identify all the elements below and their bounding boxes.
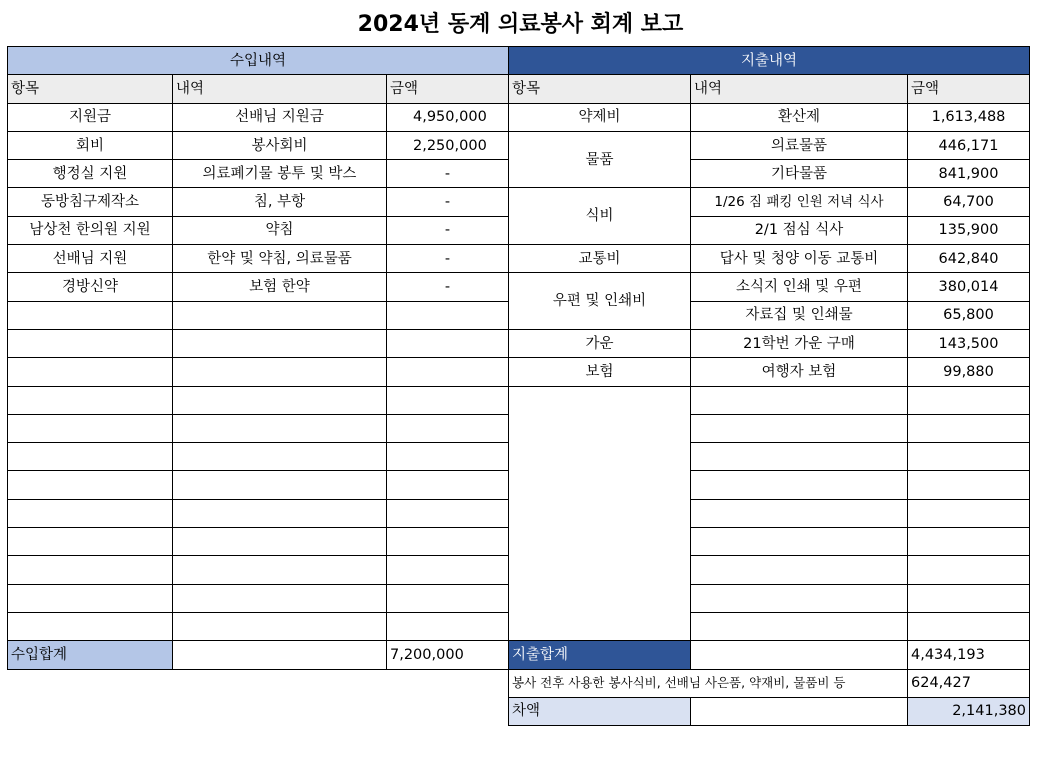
empty-cell <box>173 443 387 471</box>
expense-col-amount: 금액 <box>908 75 1030 103</box>
expense-item: 우편 및 인쇄비 <box>509 273 691 330</box>
report-title: 2024년 동계 의료봉사 회계 보고 <box>357 12 684 37</box>
empty-cell <box>387 528 509 556</box>
income-amount: - <box>387 188 509 216</box>
expense-note-label: 봉사 전후 사용한 봉사식비, 선배님 사은품, 약재비, 물품비 등 <box>509 669 908 697</box>
empty-cell <box>387 414 509 442</box>
expense-amount: 143,500 <box>908 329 1030 357</box>
empty-cell <box>908 584 1030 612</box>
income-amount: 2,250,000 <box>387 131 509 159</box>
empty-cell <box>173 641 387 669</box>
empty-cell <box>173 386 387 414</box>
empty-cell <box>8 471 173 499</box>
empty-cell <box>387 386 509 414</box>
income-item: 지원금 <box>8 103 173 131</box>
empty-cell <box>387 556 509 584</box>
empty-cell <box>908 443 1030 471</box>
empty-cell <box>173 301 387 329</box>
expense-total-label: 지출합계 <box>509 641 691 669</box>
income-col-detail: 내역 <box>173 75 387 103</box>
income-detail: 약침 <box>173 216 387 244</box>
expense-amount: 841,900 <box>908 160 1030 188</box>
expense-item: 가운 <box>509 329 691 357</box>
empty-cell <box>8 301 173 329</box>
income-detail: 의료폐기물 봉투 및 박스 <box>173 160 387 188</box>
empty-cell <box>908 386 1030 414</box>
empty-cell <box>387 499 509 527</box>
blank-area <box>8 669 509 697</box>
expense-amount: 1,613,488 <box>908 103 1030 131</box>
empty-cell <box>173 499 387 527</box>
expense-detail: 환산제 <box>691 103 908 131</box>
diff-amount: 2,141,380 <box>908 697 1030 725</box>
income-item: 남상천 한의원 지원 <box>8 216 173 244</box>
empty-cell <box>387 329 509 357</box>
empty-cell <box>908 499 1030 527</box>
expense-col-detail: 내역 <box>691 75 908 103</box>
expense-item: 교통비 <box>509 245 691 273</box>
expense-amount: 642,840 <box>908 245 1030 273</box>
expense-header: 지출내역 <box>509 47 1030 75</box>
income-amount: - <box>387 245 509 273</box>
diff-label: 차액 <box>509 697 691 725</box>
empty-cell <box>173 584 387 612</box>
expense-item: 보험 <box>509 358 691 386</box>
empty-cell <box>691 612 908 640</box>
empty-cell <box>908 414 1030 442</box>
expense-col-item: 항목 <box>509 75 691 103</box>
empty-cell <box>8 499 173 527</box>
empty-merged-cell <box>509 386 691 641</box>
empty-cell <box>691 528 908 556</box>
empty-cell <box>691 414 908 442</box>
income-detail: 봉사회비 <box>173 131 387 159</box>
empty-cell <box>908 612 1030 640</box>
empty-cell <box>387 584 509 612</box>
empty-cell <box>8 612 173 640</box>
empty-cell <box>387 471 509 499</box>
income-col-item: 항목 <box>8 75 173 103</box>
income-item: 동방침구제작소 <box>8 188 173 216</box>
empty-cell <box>8 414 173 442</box>
income-col-amount: 금액 <box>387 75 509 103</box>
empty-cell <box>908 528 1030 556</box>
income-total-label: 수입합계 <box>8 641 173 669</box>
expense-note-amount: 624,427 <box>908 669 1030 697</box>
empty-cell <box>8 556 173 584</box>
expense-detail: 1/26 짐 패킹 인원 저녁 식사 <box>691 188 908 216</box>
empty-cell <box>691 386 908 414</box>
income-amount: - <box>387 273 509 301</box>
income-item: 회비 <box>8 131 173 159</box>
empty-cell <box>8 584 173 612</box>
income-item: 경방신약 <box>8 273 173 301</box>
income-header: 수입내역 <box>8 47 509 75</box>
empty-cell <box>173 414 387 442</box>
empty-cell <box>173 528 387 556</box>
income-detail: 한약 및 약침, 의료물품 <box>173 245 387 273</box>
income-amount: - <box>387 160 509 188</box>
expense-item: 물품 <box>509 131 691 188</box>
income-total-amount: 7,200,000 <box>387 641 509 669</box>
expense-item: 약제비 <box>509 103 691 131</box>
empty-cell <box>908 471 1030 499</box>
empty-cell <box>691 471 908 499</box>
empty-cell <box>387 358 509 386</box>
empty-cell <box>691 641 908 669</box>
expense-amount: 64,700 <box>908 188 1030 216</box>
empty-cell <box>691 499 908 527</box>
expense-item: 식비 <box>509 188 691 245</box>
empty-cell <box>173 358 387 386</box>
expense-detail: 답사 및 청양 이동 교통비 <box>691 245 908 273</box>
empty-cell <box>173 329 387 357</box>
empty-cell <box>387 612 509 640</box>
income-amount: - <box>387 216 509 244</box>
expense-total-amount: 4,434,193 <box>908 641 1030 669</box>
empty-cell <box>908 556 1030 584</box>
empty-cell <box>691 697 908 725</box>
blank-area <box>8 697 509 725</box>
empty-cell <box>8 386 173 414</box>
income-amount: 4,950,000 <box>387 103 509 131</box>
expense-detail: 자료집 및 인쇄물 <box>691 301 908 329</box>
accounting-table <box>7 46 1030 726</box>
expense-amount: 380,014 <box>908 273 1030 301</box>
expense-detail: 의료물품 <box>691 131 908 159</box>
income-detail: 보험 한약 <box>173 273 387 301</box>
expense-amount: 446,171 <box>908 131 1030 159</box>
income-item: 행정실 지원 <box>8 160 173 188</box>
income-item: 선배님 지원 <box>8 245 173 273</box>
expense-detail: 여행자 보험 <box>691 358 908 386</box>
empty-cell <box>387 301 509 329</box>
empty-cell <box>173 471 387 499</box>
expense-amount: 99,880 <box>908 358 1030 386</box>
expense-detail: 2/1 점심 식사 <box>691 216 908 244</box>
empty-cell <box>8 358 173 386</box>
expense-amount: 65,800 <box>908 301 1030 329</box>
empty-cell <box>691 556 908 584</box>
empty-cell <box>387 443 509 471</box>
expense-amount: 135,900 <box>908 216 1030 244</box>
expense-detail: 기타물품 <box>691 160 908 188</box>
expense-detail: 21학번 가운 구매 <box>691 329 908 357</box>
income-detail: 선배님 지원금 <box>173 103 387 131</box>
empty-cell <box>8 443 173 471</box>
empty-cell <box>691 443 908 471</box>
empty-cell <box>8 528 173 556</box>
empty-cell <box>691 584 908 612</box>
empty-cell <box>173 556 387 584</box>
expense-detail: 소식지 인쇄 및 우편 <box>691 273 908 301</box>
empty-cell <box>8 329 173 357</box>
empty-cell <box>173 612 387 640</box>
income-detail: 침, 부항 <box>173 188 387 216</box>
